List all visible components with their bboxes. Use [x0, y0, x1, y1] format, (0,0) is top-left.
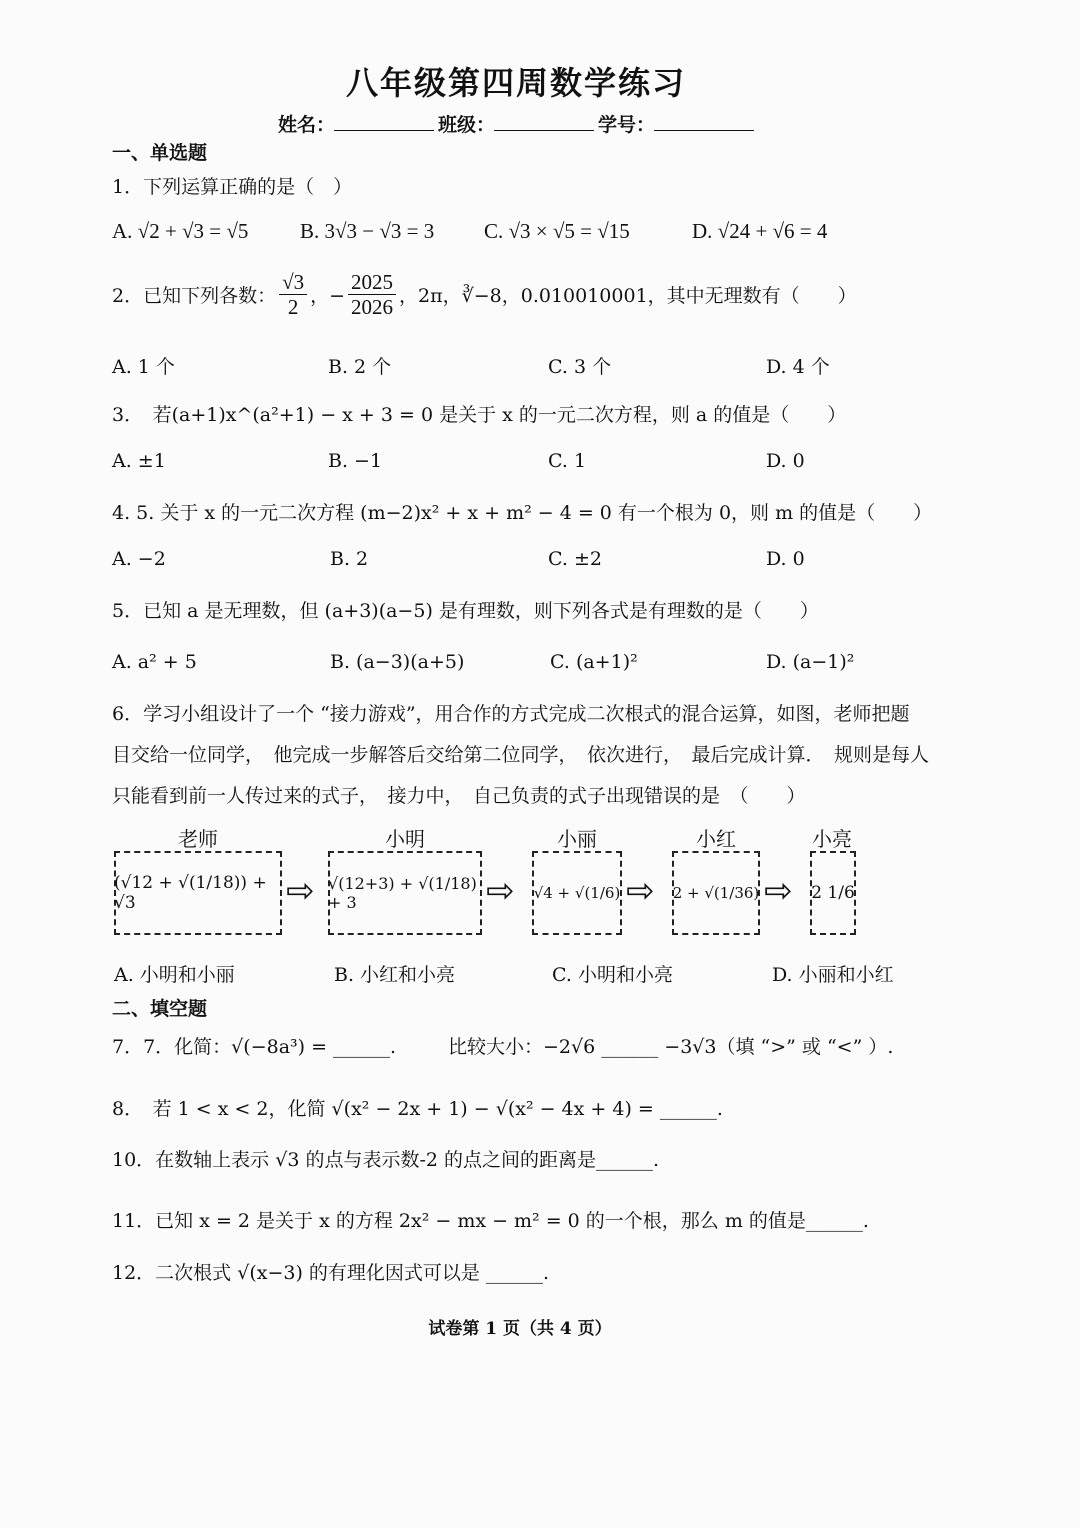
page-title: 八年级第四周数学练习 [345, 64, 686, 102]
q4-option-b[interactable]: B. 2 [330, 548, 369, 570]
q5-option-b[interactable]: B. (a−3)(a+5) [330, 651, 465, 673]
relay-label-xiaohong: 小红 [696, 827, 736, 851]
relay-expr-xiaoli: √4 + √(1/6) [533, 884, 621, 902]
relay-expr-xiaohong: 2 + √(1/36) [672, 884, 760, 902]
question-6-line-1: 6．学习小组设计了一个 “接力游戏”，用合作的方式完成二次根式的混合运算，如图，老师把题 [112, 703, 910, 725]
q4-option-d[interactable]: D. 0 [766, 548, 805, 570]
q1-option-c[interactable]: C. √3 × √5 = √15 [484, 219, 630, 243]
relay-arrow-4-icon: ⇨ [764, 871, 793, 911]
student-id-field[interactable] [654, 112, 754, 131]
q2-fraction-2-numerator: 2025 [348, 270, 396, 295]
question-5-stem: 5．已知 a 是无理数，但 (a+3)(a−5) 是有理数，则下列各式是有理数的是（ ） [112, 600, 819, 622]
section-heading-single-choice: 一、单选题 [112, 142, 208, 164]
q5-option-c[interactable]: C. (a+1)² [550, 651, 638, 673]
name-field[interactable] [334, 112, 434, 131]
question-2-stem [112, 270, 857, 319]
question-7-part-b: 比较大小：−2√6 ______ −3√3（填 “>” 或 “<” ）. [448, 1036, 894, 1058]
q1-option-d[interactable]: D. √24 + √6 = 4 [692, 219, 828, 243]
relay-expr-teacher: (√12 + √(1/18)) + √3 [114, 873, 267, 913]
q6-option-d[interactable]: D. 小丽和小红 [772, 964, 894, 986]
relay-label-xiaoliang: 小亮 [812, 827, 852, 851]
relay-arrow-3-icon: ⇨ [626, 871, 655, 911]
q3-option-a[interactable]: A. ±1 [112, 450, 166, 472]
relay-expr-xiaoliang: 2 1/6 [811, 883, 855, 903]
relay-arrow-1-icon: ⇨ [286, 871, 315, 911]
question-4-stem: 4. 5. 关于 x 的一元二次方程 (m−2)x² + x + m² − 4 = 0 有一个根为 0，则 m 的值是（ ） [112, 502, 933, 524]
class-label: 班级： [438, 114, 496, 136]
q2-fraction-1-denominator: 2 [287, 295, 299, 320]
question-3-stem: 3． 若(a+1)x^(a²+1) − x + 3 = 0 是关于 x 的一元二次方程，则 a 的值是（ ） [112, 404, 847, 426]
student-id-label: 学号： [598, 114, 656, 136]
question-6-line-3: 只能看到前一人传过来的式子， 接力中， 自己负责的式子出现错误的是 （ ） [112, 785, 806, 807]
q2-option-c[interactable]: C. 3 个 [548, 356, 612, 378]
section-heading-fill-in: 二、填空题 [112, 998, 208, 1020]
question-10: 10．在数轴上表示 √3 的点与表示数-2 的点之间的距离是______. [112, 1149, 660, 1171]
name-label: 姓名： [278, 114, 336, 136]
q2-option-a[interactable]: A. 1 个 [112, 356, 175, 378]
relay-label-teacher: 老师 [178, 827, 218, 851]
q4-option-a[interactable]: A. −2 [112, 548, 166, 570]
q3-option-c[interactable]: C. 1 [548, 450, 587, 472]
q2-fraction-1 [279, 270, 307, 319]
relay-expr-xiaoming: √(12+3) + √(1/18) + 3 [328, 874, 477, 912]
q6-option-c[interactable]: C. 小明和小亮 [552, 964, 673, 986]
q2-fraction-2-denominator: 2026 [351, 295, 394, 320]
question-7-part-a: 7．7．化简：√(−8a³) = ______. [112, 1036, 397, 1058]
q3-option-d[interactable]: D. 0 [766, 450, 805, 472]
question-1-stem: 1．下列运算正确的是（ ） [112, 176, 353, 198]
q2-fraction-2 [348, 270, 396, 319]
question-8: 8． 若 1 < x < 2，化简 √(x² − 2x + 1) − √(x² − 4x + 4) = ______. [112, 1098, 723, 1120]
q1-option-b[interactable]: B. 3√3 − √3 = 3 [300, 219, 435, 243]
q2-rest: ，2π，∛−8，0.010010001，其中无理数有（ ） [399, 285, 857, 308]
q2-fraction-1-numerator: √3 [279, 270, 307, 295]
question-11: 11．已知 x = 2 是关于 x 的方程 2x² − mx − m² = 0 的一个根，那么 m 的值是______. [112, 1210, 869, 1232]
relay-label-xiaoli: 小丽 [557, 827, 597, 851]
q4-option-c[interactable]: C. ±2 [548, 548, 602, 570]
q6-option-a[interactable]: A. 小明和小丽 [114, 964, 235, 986]
q5-option-d[interactable]: D. (a−1)² [766, 651, 855, 673]
page-footer: 试卷第 1 页（共 4 页） [428, 1319, 612, 1339]
q3-option-b[interactable]: B. −1 [328, 450, 383, 472]
q2-prefix: 2．已知下列各数： [112, 285, 277, 308]
q1-option-a[interactable]: A. √2 + √3 = √5 [112, 219, 249, 243]
class-field[interactable] [494, 112, 594, 131]
q5-option-a[interactable]: A. a² + 5 [112, 651, 197, 673]
question-12: 12．二次根式 √(x−3) 的有理化因式可以是 ______. [112, 1262, 549, 1284]
relay-arrow-2-icon: ⇨ [486, 871, 515, 911]
q2-option-b[interactable]: B. 2 个 [328, 356, 392, 378]
q2-option-d[interactable]: D. 4 个 [766, 356, 830, 378]
q6-option-b[interactable]: B. 小红和小亮 [334, 964, 456, 986]
question-6-line-2: 目交给一位同学， 他完成一步解答后交给第二位同学， 依次进行， 最后完成计算． 规则是每人 [112, 744, 930, 766]
relay-label-xiaoming: 小明 [385, 827, 425, 851]
q2-separator: ，− [310, 285, 346, 308]
